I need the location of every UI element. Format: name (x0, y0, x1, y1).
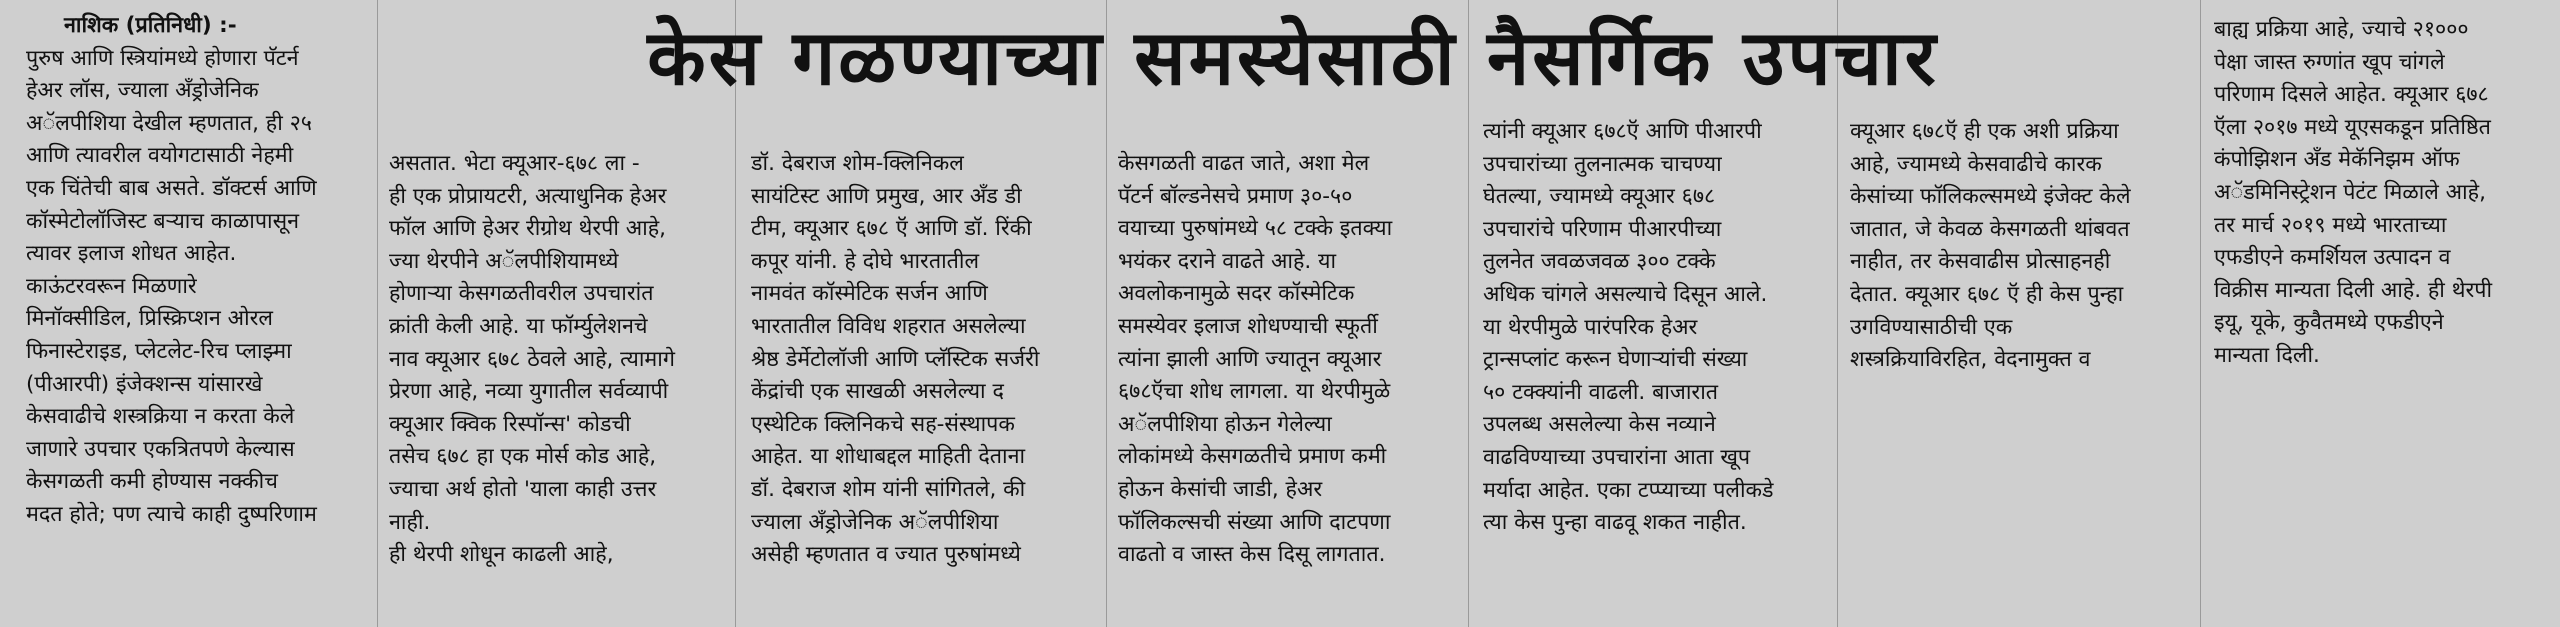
text-line: वाढतो व जास्त केस दिसू लागतात. (1118, 542, 1386, 568)
text-line: ५० टक्क्यांनी वाढली. बाजारात (1483, 379, 1719, 405)
text-line: नाहीत, तर केसवाढीस प्रोत्साहनही (1850, 249, 2111, 275)
text-line: कपूर यांनी. हे दोघे भारतातील (751, 248, 980, 274)
text-line: ज्याला अँड्रोजेनिक अॅलपीशिया (751, 509, 999, 535)
text-line: आहे, ज्यामध्ये केसवाढीचे कारक (1850, 151, 2102, 177)
text-line: ज्याचा अर्थ होतो 'याला काही उत्तर (389, 476, 657, 502)
text-line: त्यावर इलाज शोधत आहेत. (26, 241, 237, 267)
text-line: एस्थेटिक क्लिनिकचे सह-संस्थापक (751, 411, 1015, 437)
text-line: तसेच ६७८ हा एक मोर्स कोड आहे, (389, 444, 657, 470)
text-line: त्या केस पुन्हा वाढवू शकत नाहीत. (1483, 510, 1747, 536)
article-column-2 (389, 148, 724, 618)
text-line: पेक्षा जास्त रुग्णांत खूप चांगले (2214, 49, 2445, 75)
text-line: तर मार्च २०१९ मध्ये भारताच्या (2214, 212, 2447, 238)
text-line: पुरुष आणि स्त्रियांमध्ये होणारा पॅटर्न (26, 45, 299, 71)
text-line: उपचारांचे परिणाम पीआरपीच्या (1483, 216, 1722, 242)
text-line: उगविण्यासाठीची एक (1850, 314, 2013, 340)
text-line: देतात. क्यूआर ६७८ ऍ ही केस पुन्हा (1850, 281, 2124, 307)
article-column-4 (1118, 148, 1458, 618)
text-line: उपलब्ध असलेल्या केस नव्याने (1483, 412, 1716, 438)
text-line: मदत होते; पण त्याचे काही दुष्परिणाम (26, 501, 317, 527)
text-line: अॅलपीशिया होऊन गेलेल्या (1118, 411, 1332, 437)
text-line: प्रेरणा आहे, नव्या युगातील सर्वव्यापी (389, 379, 669, 405)
article-column-6 (1850, 116, 2188, 416)
text-line: तुलनेत जवळजवळ ३०० टक्के (1483, 249, 1716, 275)
text-line: ही एक प्रोप्रायटरी, अत्याधुनिक हेअर (389, 183, 667, 209)
column-divider (377, 0, 378, 627)
text-line: आहेत. या शोधाबद्दल माहिती देताना (751, 444, 1026, 470)
dateline: नाशिक (प्रतिनिधी) :- (64, 13, 237, 38)
text-line: केसगळती वाढत जाते, अशा मेल (1118, 151, 1370, 176)
text-line: विक्रीस मान्यता दिली आहे. ही थेरपी (2214, 277, 2493, 303)
text-line: काऊंटरवरून मिळणारे (26, 273, 197, 299)
column-divider (2200, 0, 2201, 627)
text-line: त्यांना झाली आणि ज्यातून क्यूआर (1118, 346, 1382, 372)
text-line: मर्यादा आहेत. एका टप्प्याच्या पलीकडे (1483, 477, 1774, 503)
text-line: क्रांती केली आहे. या फॉर्म्युलेशनचे (389, 313, 648, 339)
text-line: भारतातील विविध शहरात असलेल्या (751, 313, 1026, 339)
text-line: अॅलपीशिया देखील म्हणतात, ही २५ (26, 110, 312, 136)
text-line: नाव क्यूआर ६७८ ठेवले आहे, त्यामागे (389, 346, 675, 372)
text-line: त्यांनी क्यूआर ६७८ऍ आणि पीआरपी (1483, 119, 1762, 144)
text-line: होणाऱ्या केसगळतीवरील उपचारांत (389, 281, 654, 307)
text-line: समस्येवर इलाज शोधण्याची स्फूर्ती (1118, 313, 1378, 339)
article-column-5 (1483, 116, 1825, 616)
text-line: जाणारे उपचार एकत्रितपणे केल्यास (26, 436, 295, 462)
text-line: शस्त्रक्रियाविरहित, वेदनामुक्त व (1850, 347, 2091, 373)
article-column-3 (751, 148, 1090, 618)
text-line: लोकांमध्ये केसगळतीचे प्रमाण कमी (1118, 444, 1387, 470)
text-line: या थेरपीमुळे पारंपरिक हेअर (1483, 314, 1698, 340)
text-line: ट्रान्सप्लांट करून घेणाऱ्यांची संख्या (1483, 347, 1748, 373)
text-line: (पीआरपी) इंजेक्शन्स यांसारखे (26, 371, 263, 397)
text-line: अॅडमिनिस्ट्रेशन पेटंट मिळाले आहे, (2214, 179, 2486, 205)
text-line: मान्यता दिली. (2214, 342, 2320, 368)
text-line: उपचारांच्या तुलनात्मक चाचण्या (1483, 151, 1722, 177)
text-line: एफडीएने कमर्शियल उत्पादन व (2214, 245, 2451, 271)
text-line: आणि त्यावरील वयोगटासाठी नेहमी (26, 143, 294, 169)
text-line: परिणाम दिसले आहेत. क्यूआर ६७८ (2214, 82, 2489, 108)
text-line: केसवाढीचे शस्त्रक्रिया न करता केले (26, 404, 295, 430)
text-line: घेतल्या, ज्यामध्ये क्यूआर ६७८ (1483, 184, 1716, 210)
text-line: ज्या थेरपीने अॅलपीशियामध्ये (389, 248, 619, 274)
text-line: सायंटिस्ट आणि प्रमुख, आर अँड डी (751, 183, 1022, 209)
text-line: श्रेष्ठ डेर्मेटोलॉजी आणि प्लॅस्टिक सर्जरी (751, 346, 1040, 372)
text-line: डॉ. देबराज शोम यांनी सांगितले, की (751, 476, 1026, 502)
text-line: पॅटर्न बॉल्डनेसचे प्रमाण ३०-५० (1118, 183, 1353, 209)
text-line: क्यूआर ६७८ऍ ही एक अशी प्रक्रिया (1850, 119, 2119, 144)
text-line: फॉलिकल्सची संख्या आणि दाटपणा (1118, 509, 1391, 535)
text-line: क्यूआर क्विक रिस्पॉन्स' कोडची (389, 411, 631, 437)
text-line: भयंकर दराने वाढते आहे. या (1118, 248, 1337, 274)
text-line: केसांच्या फॉलिकल्समध्ये इंजेक्ट केले (1850, 184, 2131, 210)
text-line: असतात. भेटा क्यूआर-६७८ ला - (389, 151, 640, 176)
text-line: मिनॉक्सीडिल, प्रिस्क्रिप्शन ओरल (26, 306, 273, 332)
text-line: वयाच्या पुरुषांमध्ये ५८ टक्के इतक्या (1118, 216, 1393, 242)
text-line: वाढविण्याच्या उपचारांना आता खूप (1483, 444, 1751, 470)
text-line: एक चिंतेची बाब असते. डॉक्टर्स आणि (26, 175, 317, 201)
text-line: केसगळती कमी होण्यास नक्कीच (26, 469, 278, 495)
text-line: डॉ. देबराज शोम-क्लिनिकल (751, 151, 964, 176)
text-line: असेही म्हणतात व ज्यात पुरुषांमध्ये (751, 542, 1021, 568)
text-line: ऍला २०१७ मध्ये यूएसकडून प्रतिष्ठित (2214, 114, 2491, 140)
text-line: टीम, क्यूआर ६७८ ऍ आणि डॉ. रिंकी (751, 216, 1032, 242)
text-line: जातात, जे केवळ केसगळती थांबवत (1850, 216, 2130, 242)
text-line: फॉल आणि हेअर रीग्रोथ थेरपी आहे, (389, 216, 666, 242)
text-line: नाही. (389, 509, 431, 535)
text-line: हेअर लॉस, ज्याला अँड्रोजेनिक (26, 78, 259, 104)
text-line: ही थेरपी शोधून काढली आहे, (389, 542, 614, 568)
headline: केस गळण्याच्या समस्येसाठी नैसर्गिक उपचार (647, 13, 1939, 102)
text-line: अवलोकनामुळे सदर कॉस्मेटिक (1118, 281, 1355, 307)
text-line: बाह्य प्रक्रिया आहे, ज्याचे २१००० (2214, 17, 2469, 42)
text-line: नामवंत कॉस्मेटिक सर्जन आणि (751, 281, 988, 307)
text-line: होऊन केसांची जाडी, हेअर (1118, 476, 1323, 502)
text-line: कॉस्मेटोलॉजिस्ट बऱ्याच काळापासून (26, 208, 300, 234)
text-line: केंद्रांची एक साखळी असलेल्या द (751, 379, 1004, 405)
text-line: अधिक चांगले असल्याचे दिसून आले. (1483, 281, 1768, 307)
text-line: ६७८ऍचा शोध लागला. या थेरपीमुळे (1118, 379, 1391, 405)
text-line: फिनास्टेराइड, प्लेटलेट-रिच प्लाझ्मा (26, 338, 292, 364)
text-line: इयू, यूके, कुवैतमध्ये एफडीएने (2214, 310, 2444, 336)
article-column-7 (2214, 14, 2544, 414)
article-column-1 (26, 10, 361, 622)
text-line: कंपोझिशन अँड मेकॅनिझम ऑफ (2214, 147, 2460, 173)
